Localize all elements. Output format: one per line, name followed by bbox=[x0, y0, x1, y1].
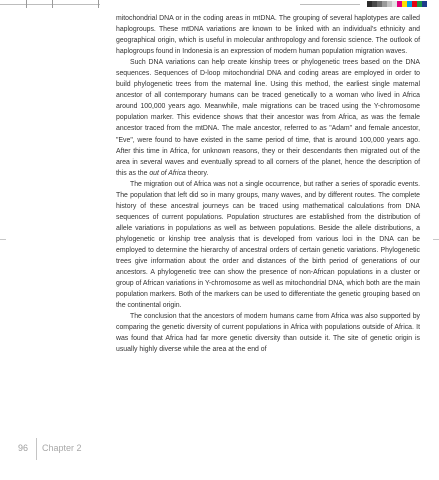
footer-divider bbox=[36, 438, 37, 460]
paragraph bbox=[116, 57, 420, 179]
crop-line-left bbox=[0, 4, 100, 5]
body-text bbox=[116, 13, 420, 355]
page-footer bbox=[0, 438, 140, 462]
paragraph-end: theory. bbox=[185, 169, 209, 177]
paragraph-text: Such DNA variations can help create kinship trees or phylogenetic trees based on the DNA sequences. Sequences of D-loop mitochondrial DNA and coding areas are employed in order to build phylogenetic trees from the maternal line. Using this method, the earliest single maternal ancestor of all contemporary humans can be traced genetically to a woman who lived in Africa around 100,000 years ago. Meanwhile, male migrations can be traced using the Y-chromosome population marker. This evidence shows that their ancestor was from Africa, as was the female ancestor traced from the mtDNA. The male ancestor, referred to as "Adam" and female ancestor, "Eve", were found to have existed in the same period of time, that is around 100,000 years ago. After this time in Africa, for unknown reasons, they or their descendants then migrated out of the area in several waves and eventually spread to all corners of the planet, hence the description of this as the bbox=[116, 59, 420, 177]
registration-tick-left bbox=[0, 239, 6, 240]
paragraph: The migration out of Africa was not a single occurrence, but rather a series of sporadic events. The population that left did so in many groups, many waves, and by different routes. The complete history of these ancestral journeys can be traced using mathematical calculations from DNA sequences of current populations. Population structures are established from the distribution of allele variations in populations as well as between populations. Beside the allele distributions, a phylogenetic or kinship tree analysis that is developed from various loci in the DNA can be employed to determine the hierarchy of ancestral orders of certain genetic variations. Phylogenetic trees give information about the order and distances of the birth period of generations of our ancestors. A phylogenetic tree can show the presence of non-African populations in a cluster or group of African variations in Y-chromosome as well as mitochondrial DNA, which both are the main population markers. Both of the markers can be used to differentiate the genetic grouping based on the continental origin. bbox=[116, 180, 420, 310]
crop-mark bbox=[26, 0, 27, 8]
paragraph: The conclusion that the ancestors of modern humans came from Africa was also supported by comparing the genetic diversity of current populations in Africa with populations outside of Africa. It was found that Africa had far more genetic diversity than outside it. The site of genetic origin is usually highly diverse while the area at the end of bbox=[116, 313, 420, 354]
chapter-label: Chapter 2 bbox=[42, 443, 82, 453]
registration-tick-right bbox=[433, 239, 439, 240]
color-swatch bbox=[422, 1, 427, 7]
crop-mark bbox=[52, 0, 53, 8]
page-number: 96 bbox=[18, 443, 29, 453]
print-color-bar bbox=[367, 1, 427, 7]
crop-mark bbox=[98, 0, 99, 8]
italic-term: out of Africa bbox=[149, 169, 186, 177]
print-crop-marks bbox=[0, 0, 439, 8]
crop-line-right bbox=[300, 4, 360, 5]
paragraph: mitochondrial DNA or in the coding areas in mtDNA. The grouping of several haplotypes are called haplogroups. These mtDNA variations are known to be linked with an individual's ethnicity and geographical origin, which is useful in molecular anthropology and forensic science. The outlook of haplogroups found in Indonesia is an expression of modern human population migration waves. bbox=[116, 15, 420, 56]
